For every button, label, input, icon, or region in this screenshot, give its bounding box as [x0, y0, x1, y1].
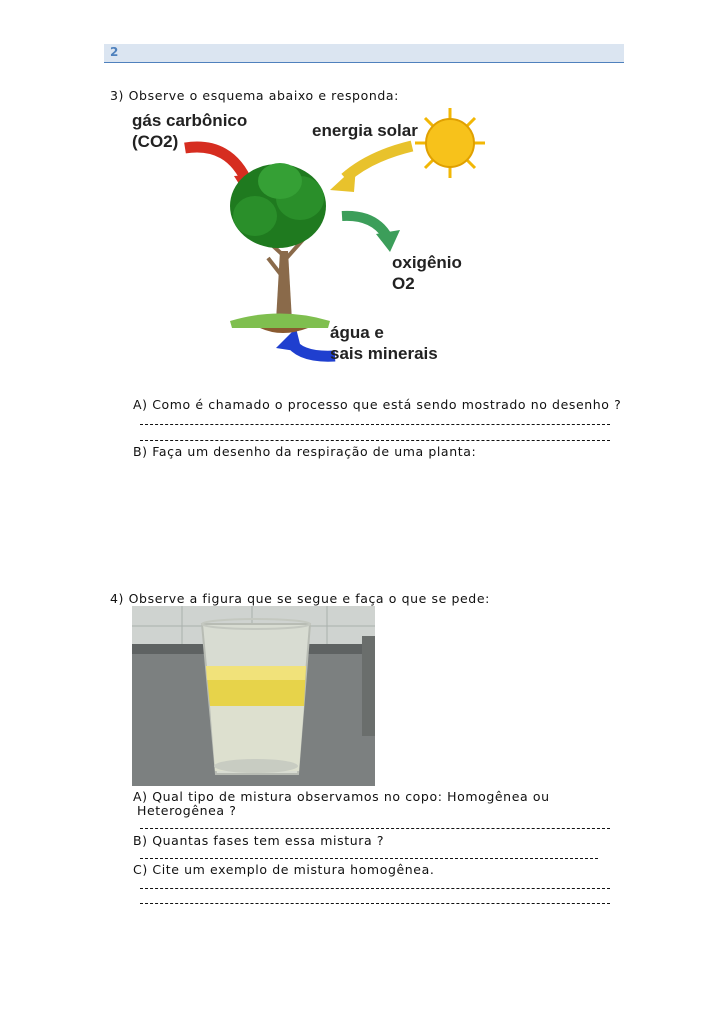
answer-line-4c-2[interactable]	[140, 903, 610, 904]
question-4b: B) Quantas fases tem essa mistura ?	[133, 833, 385, 848]
glass-icon	[202, 619, 310, 774]
question-4c: C) Cite um exemplo de mistura homogênea.	[133, 862, 435, 877]
question-4a-cont: Heterogênea ?	[137, 803, 237, 818]
label-minerals: sais minerais	[330, 344, 438, 363]
answer-line-3a-2[interactable]	[140, 440, 610, 441]
glass-mixture-photo	[132, 606, 375, 786]
answer-line-4c-1[interactable]	[140, 888, 610, 889]
answer-line-4a[interactable]	[140, 828, 610, 829]
question-4-prompt: 4) Observe a figura que se segue e faça o que se pede:	[110, 591, 490, 606]
answer-line-3a-1[interactable]	[140, 424, 610, 425]
question-3-prompt: 3) Observe o esquema abaixo e responda:	[110, 88, 399, 103]
page-number: 2	[110, 45, 119, 59]
label-oxygen: oxigênio	[392, 253, 462, 272]
photosynthesis-diagram	[130, 106, 486, 374]
label-oxygen-formula: O2	[392, 274, 415, 293]
sun-icon	[415, 108, 485, 178]
label-co2: gás carbônico	[132, 111, 248, 130]
label-co2-formula: (CO2)	[132, 132, 179, 151]
label-water: água e	[330, 323, 384, 342]
question-4a: A) Qual tipo de mistura observamos no copo: Homogênea ou	[133, 789, 550, 804]
question-3b: B) Faça um desenho da respiração de uma planta:	[133, 444, 477, 459]
page-header	[104, 44, 624, 63]
label-solar: energia solar	[312, 121, 418, 140]
answer-line-4b[interactable]	[140, 858, 598, 859]
question-3a: A) Como é chamado o processo que está sendo mostrado no desenho ?	[133, 397, 622, 412]
